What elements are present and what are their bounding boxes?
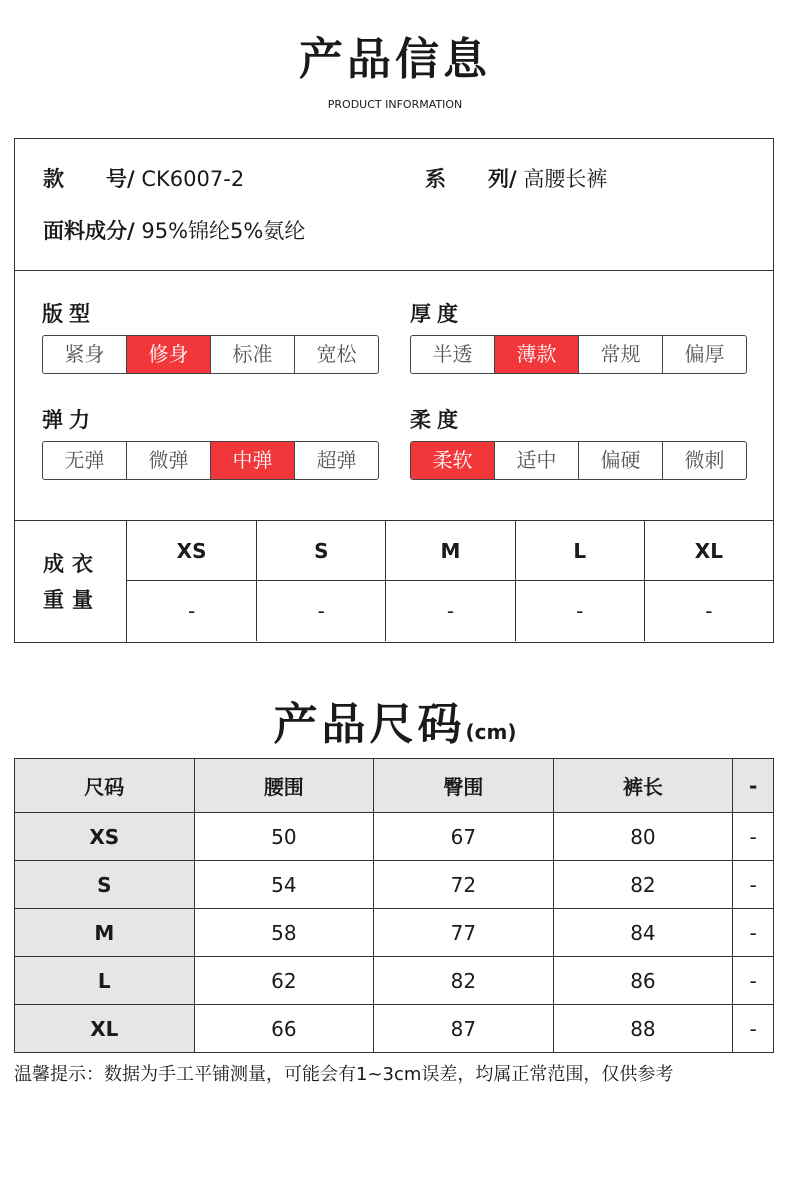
- attr-option: 适中: [494, 442, 578, 479]
- weight-value: -: [256, 581, 385, 641]
- attributes-section: [15, 271, 773, 521]
- attr-fit: [42, 299, 379, 374]
- table-cell: 62: [194, 957, 374, 1005]
- garment-weight-section: [15, 521, 773, 643]
- table-header-cell: -: [733, 759, 774, 813]
- attr-options: [410, 335, 747, 374]
- attr-option: 微刺: [662, 442, 746, 479]
- attr-option-selected: 柔软: [411, 442, 494, 479]
- fabric-row: [43, 216, 305, 246]
- measurement-note: 温馨提示：数据为手工平铺测量，可能会有1~3cm误差，均属正常范围，仅供参考: [14, 1064, 674, 1085]
- size-chart-title: [0, 688, 790, 752]
- size-chart-title-text: 产品尺码: [273, 699, 466, 750]
- product-info-box: [14, 138, 774, 643]
- table-cell: 84: [553, 909, 733, 957]
- table-cell: 87: [374, 1005, 554, 1053]
- attr-options: [42, 441, 379, 480]
- attr-title: 柔度: [410, 408, 464, 432]
- table-cell: -: [733, 1005, 774, 1053]
- table-header-cell: 尺码: [15, 759, 195, 813]
- attr-thickness: [410, 299, 747, 374]
- style-number-value: CK6007-2: [141, 167, 245, 191]
- table-row-size: M: [15, 909, 195, 957]
- table-row: [15, 861, 774, 909]
- table-cell: 66: [194, 1005, 374, 1053]
- table-row: [15, 957, 774, 1005]
- table-cell: 82: [374, 957, 554, 1005]
- table-row-size: XL: [15, 1005, 195, 1053]
- size-chart-unit: (cm): [465, 720, 517, 744]
- attr-options: [410, 441, 747, 480]
- table-header-cell: 裤长: [553, 759, 733, 813]
- attr-title: 弹力: [42, 408, 96, 432]
- page-subtitle: PRODUCT INFORMATION: [327, 98, 463, 111]
- attr-option-selected: 修身: [126, 336, 210, 373]
- style-number-row: [43, 164, 244, 194]
- weight-value: -: [644, 581, 773, 641]
- weight-label: [15, 521, 127, 643]
- weight-label-line2: 重量: [43, 588, 101, 612]
- table-cell: 54: [194, 861, 374, 909]
- attr-option: 偏硬: [578, 442, 662, 479]
- attr-option: 常规: [578, 336, 662, 373]
- table-cell: -: [733, 957, 774, 1005]
- attr-option: 标准: [210, 336, 294, 373]
- weight-size-header: XS: [127, 521, 256, 581]
- attr-option: 无弹: [64, 448, 105, 472]
- fabric-value: 95%锦纶5%氨纶: [141, 219, 306, 243]
- table-header-row: [15, 759, 774, 813]
- weight-value: -: [385, 581, 514, 641]
- table-cell: 67: [374, 813, 554, 861]
- table-cell: 86: [553, 957, 733, 1005]
- table-cell: 50: [194, 813, 374, 861]
- weight-value: -: [515, 581, 644, 641]
- series-row: [425, 164, 607, 194]
- table-row: [15, 909, 774, 957]
- table-cell: 80: [553, 813, 733, 861]
- weight-grid: [127, 521, 773, 643]
- weight-label-line1: 成衣: [43, 552, 101, 576]
- table-row: [15, 1005, 774, 1053]
- fabric-label: 面料成分/: [43, 219, 135, 243]
- weight-size-header: M: [385, 521, 514, 581]
- attr-option-selected: 中弹: [210, 442, 294, 479]
- attr-options: [42, 335, 379, 374]
- table-header-cell: 臀围: [374, 759, 554, 813]
- weight-value: -: [187, 599, 196, 623]
- style-number-label: 款 号/: [43, 167, 135, 191]
- weight-size-header: S: [256, 521, 385, 581]
- table-cell: 82: [553, 861, 733, 909]
- table-cell: 72: [374, 861, 554, 909]
- attr-option-selected: 薄款: [494, 336, 578, 373]
- attr-option: 超弹: [294, 442, 378, 479]
- attr-option: 紧身: [64, 342, 105, 366]
- table-cell: -: [733, 909, 774, 957]
- page-title: 产品信息: [299, 34, 491, 85]
- weight-size-header: L: [515, 521, 644, 581]
- table-row-size: S: [15, 861, 195, 909]
- table-cell: 88: [553, 1005, 733, 1053]
- table-row-size: L: [15, 957, 195, 1005]
- attr-elasticity: [42, 405, 379, 480]
- basic-info: [15, 139, 773, 271]
- table-cell: -: [733, 813, 774, 861]
- attr-option: 半透: [432, 342, 473, 366]
- table-cell: -: [733, 861, 774, 909]
- table-cell: 58: [194, 909, 374, 957]
- size-chart-table: [14, 758, 774, 1053]
- series-value: 高腰长裤: [523, 167, 608, 191]
- table-header-cell: 腰围: [194, 759, 374, 813]
- series-label: 系 列/: [425, 167, 517, 191]
- table-cell: 77: [374, 909, 554, 957]
- table-row-size: XS: [15, 813, 195, 861]
- attr-option: 微弹: [126, 442, 210, 479]
- attr-option: 偏厚: [662, 336, 746, 373]
- attr-option: 宽松: [294, 336, 378, 373]
- attr-title: 厚度: [410, 302, 464, 326]
- attr-title: 版型: [42, 302, 96, 326]
- weight-size-header: XL: [644, 521, 773, 581]
- attr-softness: [410, 405, 747, 480]
- table-row: [15, 813, 774, 861]
